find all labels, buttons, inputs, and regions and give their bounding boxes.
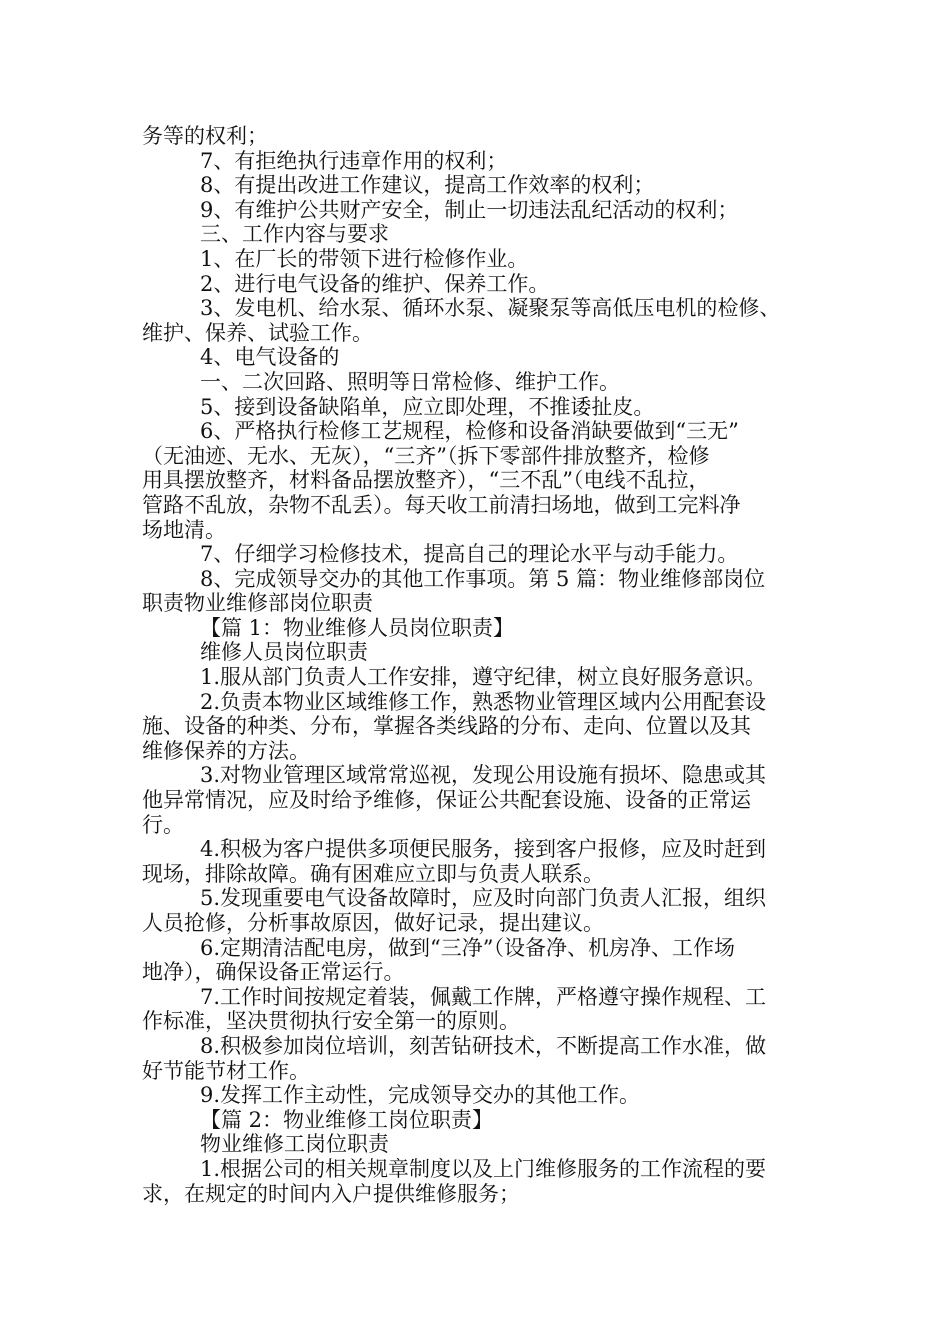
text-line: 1.服从部门负责人工作安排，遵守纪律，树立良好服务意识。	[200, 665, 767, 690]
text-line: 4、电气设备的	[200, 345, 340, 370]
text-line: 求，在规定的时间内入户提供维修服务；	[142, 1181, 520, 1206]
text-line: 6.定期清洁配电房，做到“三净”（设备净、机房净、工作场	[200, 935, 736, 960]
text-line: 人员抢修，分析事故原因，做好记录，提出建议。	[142, 911, 604, 935]
text-line: 8、完成领导交办的其他工作事项。第 5 篇：物业维修部岗位	[200, 566, 766, 591]
text-line: 【篇 1：物业维修人员岗位职责】	[200, 615, 515, 640]
text-line: 作标准，坚决贯彻执行安全第一的原则。	[142, 1009, 520, 1034]
text-line: 行。	[142, 812, 184, 837]
text-line: 7、仔细学习检修技术，提高自己的理论水平与动手能力。	[200, 542, 739, 567]
text-line: 【篇 2：物业维修工岗位职责】	[200, 1107, 494, 1132]
text-line: 3.对物业管理区域常常巡视，发现公用设施有损坏、隐患或其	[200, 763, 767, 788]
text-line: 8、有提出改进工作建议，提高工作效率的权利；	[200, 173, 655, 198]
text-line: 5、接到设备缺陷单，应立即处理，不推诿扯皮。	[200, 394, 655, 419]
text-line: 施、设备的种类、分布，掌握各类线路的分布、走向、位置以及其	[142, 714, 751, 739]
text-line: 场地清。	[142, 517, 226, 542]
text-line: 三、工作内容与要求	[200, 222, 389, 247]
text-line: 现场，排除故障。确有困难应立即与负责人联系。	[142, 861, 604, 886]
text-line: 2、进行电气设备的维护、保养工作。	[200, 271, 550, 296]
text-line: 他异常情况，应及时给予维修，保证公共配套设施、设备的正常运	[142, 788, 751, 813]
text-line: 维修保养的方法。	[142, 738, 310, 763]
text-line: 一、二次回路、照明等日常检修、维护工作。	[200, 369, 620, 394]
text-line: 维修人员岗位职责	[200, 640, 368, 665]
text-line: 2.负责本物业区域维修工作，熟悉物业管理区域内公用配套设	[200, 689, 767, 714]
text-line: 6、严格执行检修工艺规程，检修和设备消缺要做到“三无”	[200, 419, 739, 444]
text-line: 9.发挥工作主动性，完成领导交办的其他工作。	[200, 1083, 641, 1108]
text-line: 务等的权利；	[142, 124, 268, 148]
document-body	[142, 124, 822, 1206]
text-line: （无油迹、无水、无灰），“三齐”（拆下零部件排放整齐，检修	[142, 443, 710, 468]
text-line: 管路不乱放，杂物不乱丢）。每天收工前清扫场地，做到工完料净	[142, 492, 741, 517]
text-line: 用具摆放整齐，材料备品摆放整齐），“三不乱”（电线不乱拉，	[142, 468, 710, 493]
text-line: 3、发电机、给水泵、循环水泵、凝聚泵等高低压电机的检修、	[200, 296, 781, 321]
text-line: 1、在厂长的带领下进行检修作业。	[200, 246, 529, 271]
text-line: 7.工作时间按规定着装，佩戴工作牌，严格遵守操作规程、工	[200, 984, 767, 1009]
text-line: 物业维修工岗位职责	[200, 1132, 389, 1157]
text-line: 4.积极为客户提供多项便民服务，接到客户报修，应及时赶到	[200, 837, 767, 862]
text-line: 好节能节材工作。	[142, 1058, 310, 1083]
text-line: 1.根据公司的相关规章制度以及上门维修服务的工作流程的要	[200, 1156, 767, 1181]
text-line: 职责物业维修部岗位职责	[142, 591, 373, 616]
text-line: 7、有拒绝执行违章作用的权利；	[200, 148, 508, 173]
text-line: 地净），确保设备正常运行。	[142, 960, 405, 985]
text-line: 9、有维护公共财产安全，制止一切违法乱纪活动的权利；	[200, 197, 739, 222]
text-line: 8.积极参加岗位培训，刻苦钻研技术，不断提高工作水准，做	[200, 1033, 767, 1058]
text-line: 5.发现重要电气设备故障时，应及时向部门负责人汇报，组织	[200, 886, 767, 911]
text-line: 维护、保养、试验工作。	[142, 320, 373, 345]
